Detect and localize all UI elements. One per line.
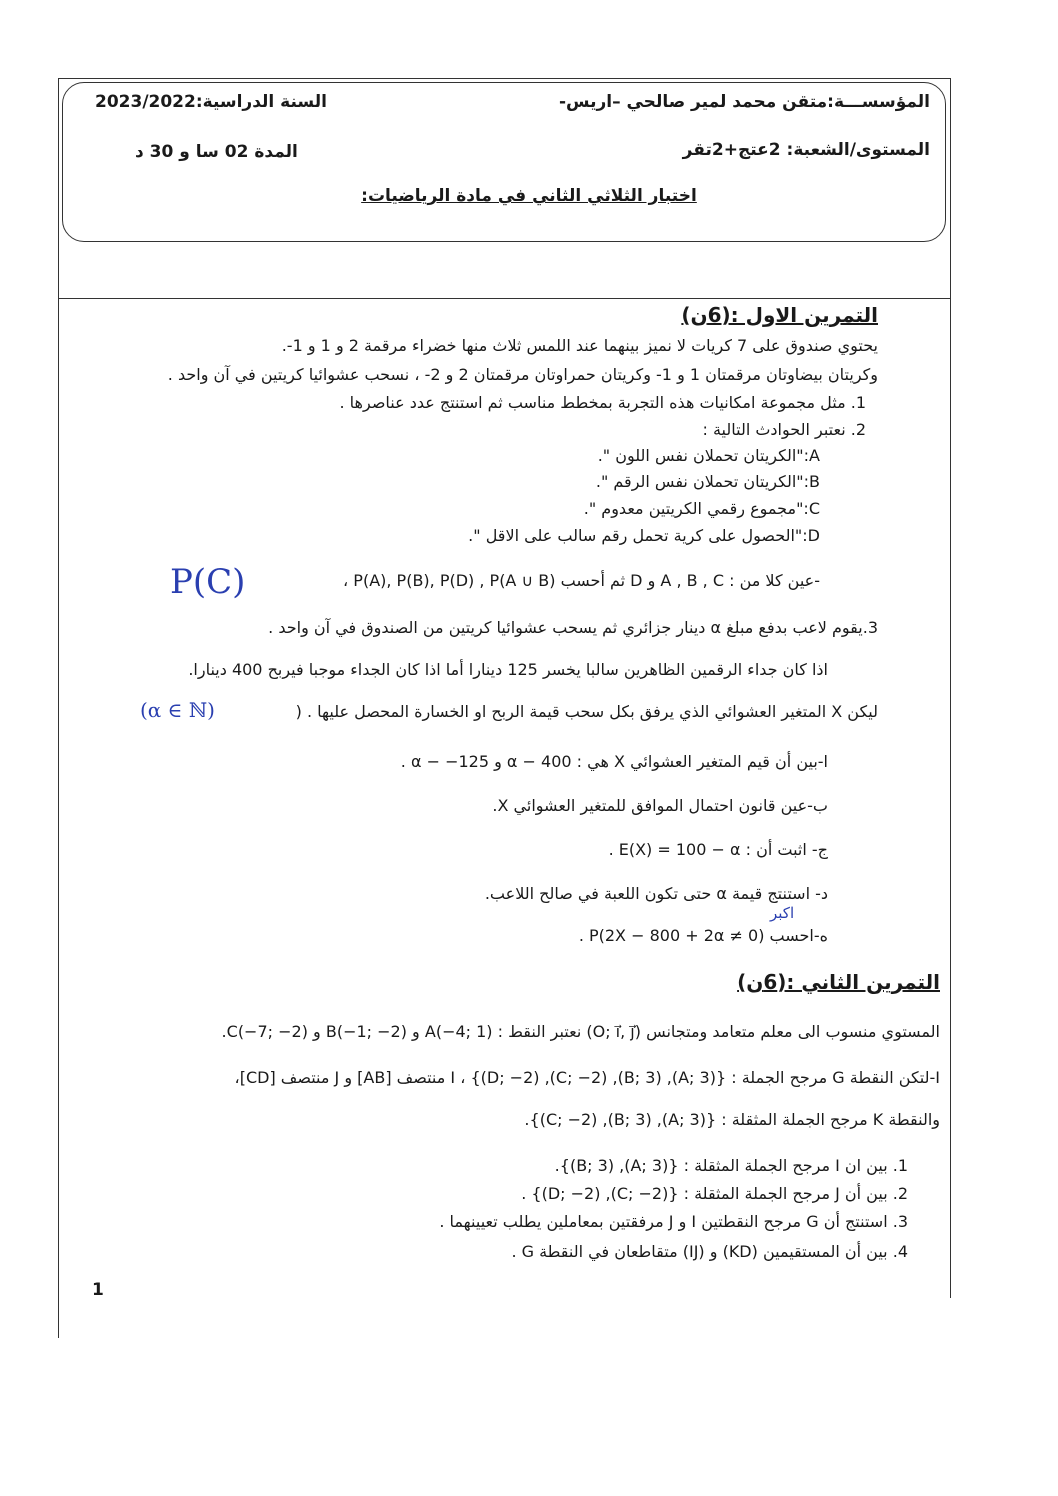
institution-name: المؤسســـة:متقن محمد لمير صالحي –اريس-	[558, 92, 930, 112]
ex2-step2: 2. بين أن J مرجح الجملة المثقلة : {(C; −2), (D; −2)} .	[521, 1184, 908, 1203]
ex1-event-c: C:"مجموع رقمي الكريتين معدوم ".	[583, 499, 820, 518]
frame-top-line	[58, 78, 950, 79]
ex1-intro-line2: وكريتان بيضاوتان مرقمتان 1 و 1- وكريتان حمراوتان مرقمتان 2 و 2- ، نسحب عشوائيا كريتين في آن واحد .	[167, 365, 878, 384]
ex1-question1: 1. مثل مجموعة امكانيات هذه التجربة بمخطط مناسب ثم استنتج عدد عناصرها .	[339, 393, 866, 412]
ex1-intro-line1: يحتوي صندوق على 7 كريات لا نميز بينهما عند اللمس ثلاث منها خضراء مرقمة 2 و 1 و 1-.	[281, 336, 878, 355]
exam-duration: المدة 02 سا و 30 د	[135, 142, 298, 162]
ex1-q3-rule: اذا كان جداء الرقمين الظاهرين سالبا يخسر 125 دينارا أما اذا كان الجداء موجبا فيربح 400 دينارا.	[188, 660, 828, 679]
ex1-event-b: B:"الكريتان تحملان نفس الرقم ".	[595, 472, 820, 491]
frame-left-line	[58, 78, 59, 1338]
ex1-event-a: A:"الكريتان تحملان نفس اللون ".	[597, 446, 820, 465]
level-stream: المستوى/الشعبة: 2عتج+2تقر	[682, 140, 930, 160]
ex2-step4: 4. بين أن المستقيمين (KD) و (IJ) متقاطعان في النقطة G .	[511, 1242, 908, 1261]
ex1-question3: 3.يقوم لاعب بدفع مبلغ α دينار جزائري ثم يسحب عشوائيا كريتين من الصندوق في آن واحد .	[268, 618, 878, 637]
ex2-part1-line1: I-لتكن النقطة G مرجح الجملة : {(A; 3), (B; 3), (C; −2), (D; −2)} ، I منتصف [AB] و J منتصف [CD]،	[234, 1068, 940, 1087]
handwritten-word: اكبر	[770, 904, 795, 922]
exam-title: اختبار الثلاثي الثاني في مادة الرياضيات:	[361, 186, 697, 206]
handwritten-pc: P(C)	[170, 562, 246, 602]
ex1-q3-variable: ليكن X المتغير العشوائي الذي يرفق بكل سحب قيمة الربح او الخسارة المحصل عليها . (	[295, 702, 878, 721]
ex1-q3b: ب-عين قانون احتمال الموافق للمتغير العشوائي X.	[492, 796, 828, 815]
ex1-q3c: ج- اثبت أن : E(X) = 100 − α .	[608, 840, 828, 859]
frame-right-line	[950, 78, 951, 1298]
page-number: 1	[92, 1280, 104, 1300]
ex1-q2-task: -عين كلا من : A , B , C و D ثم أحسب P(A), P(B), P(D) , P(A ∪ B) ،	[343, 571, 820, 590]
ex1-event-d: D:"الحصول على كرية تحمل رقم سالب على الاقل ".	[468, 526, 820, 545]
ex2-part1-line2: والنقطة K مرجح الجملة المثقلة : {(A; 3), (B; 3), (C; −2)}.	[524, 1110, 940, 1129]
exercise2-heading: التمرين الثاني :(6ن)	[737, 970, 940, 994]
ex1-q3a: ا-بين أن قيم المتغير العشوائي X هي : α − 400 و α − −125 .	[400, 752, 828, 771]
ex1-question2: 2. نعتبر الحوادث التالية :	[702, 420, 866, 439]
exercise1-heading: التمرين الاول :(6ن)	[681, 303, 878, 327]
header-separator-line	[58, 298, 950, 299]
ex2-intro: المستوي منسوب الى معلم متعامد ومتجانس (O; i⃗, j⃗) نعتبر النقط : A(−4; 1) و B(−1; −2) و C(−7; −2).	[221, 1022, 940, 1041]
handwritten-alpha-note: (α ∈ ℕ)	[140, 698, 215, 722]
ex1-q3d: د- استنتج قيمة α حتى تكون اللعبة في صالح اللاعب.	[484, 884, 828, 903]
school-year: السنة الدراسية:2023/2022	[95, 92, 327, 112]
ex2-step1: 1. بين ان I مرجح الجملة المثقلة : {(A; 3), (B; 3)}.	[554, 1156, 908, 1175]
ex1-q3e: ه-احسب P(2X − 800 + 2α ≠ 0) .	[578, 926, 828, 945]
ex2-step3: 3. استنتج أن G مرجح النقطتين I و J مرفقتين بمعاملين يطلب تعيينهما .	[439, 1212, 908, 1231]
